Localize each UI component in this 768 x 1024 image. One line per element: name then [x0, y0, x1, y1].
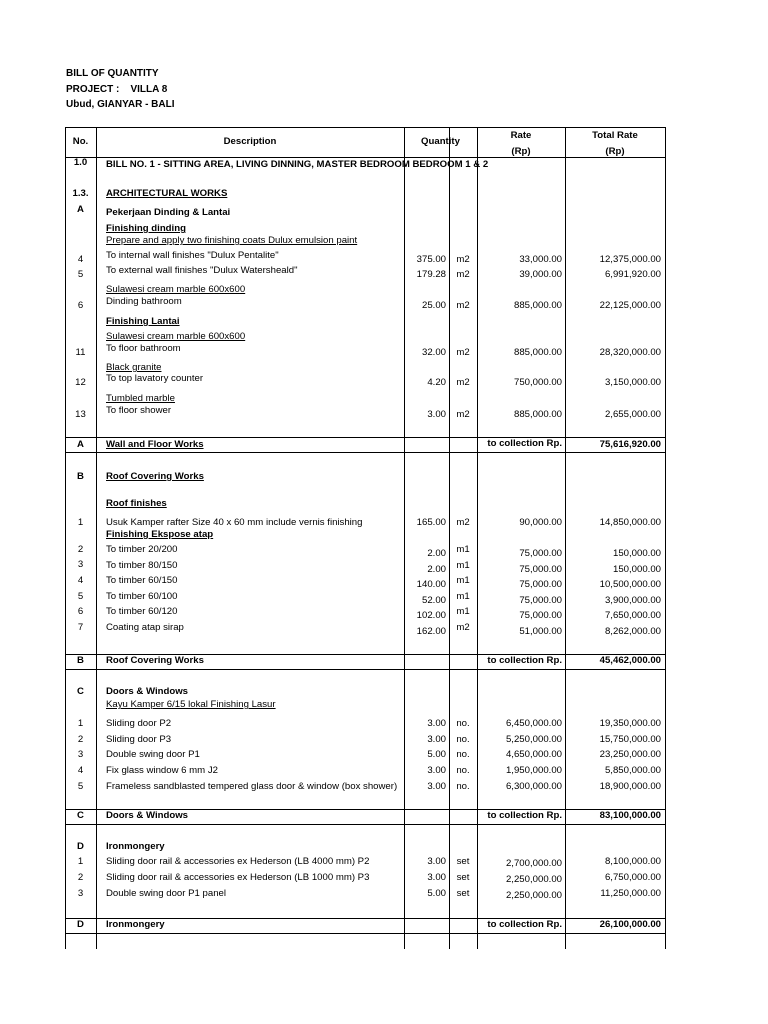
- summary-collection-label: to collection Rp.: [487, 919, 562, 930]
- summary-total: 83,100,000.00: [599, 810, 661, 821]
- item-unit: m1: [456, 544, 470, 555]
- material-label: Sulawesi cream marble 600x600: [106, 331, 246, 342]
- item-total: 150,000.00: [612, 564, 661, 575]
- item-rate: 75,000.00: [519, 595, 562, 606]
- section-code: D: [77, 841, 84, 852]
- section-heading: Roof Covering Works: [106, 471, 204, 482]
- item-unit: m2: [456, 409, 470, 420]
- item-number: 2: [77, 872, 84, 883]
- item-total: 22,125,000.00: [599, 300, 661, 311]
- section-code: A: [77, 204, 84, 215]
- summary-collection-label: to collection Rp.: [487, 655, 562, 666]
- summary-code: B: [77, 655, 84, 666]
- item-quantity: 32.00: [421, 347, 446, 358]
- row-divider: [65, 824, 666, 825]
- item-quantity: 375.00: [416, 254, 446, 265]
- col-header-rate-unit: (Rp): [511, 146, 531, 157]
- col-divider: [449, 127, 450, 949]
- material-label: Sulawesi cream marble 600x600: [106, 284, 246, 295]
- subheading: Finishing Ekspose atap: [106, 529, 214, 540]
- item-quantity: 3.00: [427, 765, 446, 776]
- item-total: 8,262,000.00: [604, 626, 661, 637]
- item-quantity: 5.00: [427, 888, 446, 899]
- item-unit: m2: [456, 517, 470, 528]
- item-unit: m1: [456, 591, 470, 602]
- item-number: 13: [75, 409, 86, 420]
- item-unit: m2: [456, 377, 470, 388]
- item-description: Usuk Kamper rafter Size 40 x 60 mm include vernis finishing: [106, 517, 363, 528]
- item-total: 23,250,000.00: [599, 749, 661, 760]
- item-quantity: 3.00: [427, 409, 446, 420]
- col-header-total-unit: (Rp): [605, 146, 625, 157]
- item-rate: 51,000.00: [519, 626, 562, 637]
- item-rate: 2,700,000.00: [505, 858, 562, 869]
- item-unit: no.: [456, 749, 470, 760]
- subheading: Finishing dinding: [106, 223, 186, 234]
- row-divider: [65, 452, 666, 453]
- item-description: To timber 20/200: [106, 544, 178, 555]
- item-quantity: 162.00: [416, 626, 446, 637]
- item-quantity: 165.00: [416, 517, 446, 528]
- item-unit: m2: [456, 300, 470, 311]
- item-unit: m1: [456, 560, 470, 571]
- item-description: Sliding door P2: [106, 718, 172, 729]
- col-header-total: Total Rate: [592, 130, 638, 141]
- col-divider: [404, 127, 405, 949]
- material-label: Black granite: [106, 362, 162, 373]
- item-total: 3,900,000.00: [604, 595, 661, 606]
- item-rate: 6,450,000.00: [505, 718, 562, 729]
- project-location: Ubud, GIANYAR - BALI: [66, 99, 175, 110]
- item-unit: m2: [456, 347, 470, 358]
- item-quantity: 179.28: [416, 269, 446, 280]
- material-label: Tumbled marble: [106, 393, 175, 404]
- item-number: 2: [77, 544, 84, 555]
- item-total: 28,320,000.00: [599, 347, 661, 358]
- item-rate: 750,000.00: [513, 377, 562, 388]
- summary-total: 26,100,000.00: [599, 919, 661, 930]
- item-quantity: 3.00: [427, 781, 446, 792]
- item-description: To timber 60/150: [106, 575, 178, 586]
- item-unit: set: [456, 888, 470, 899]
- item-rate: 1,950,000.00: [505, 765, 562, 776]
- item-total: 14,850,000.00: [599, 517, 661, 528]
- item-number: 1: [77, 718, 84, 729]
- item-number: 5: [77, 269, 84, 280]
- item-quantity: 3.00: [427, 856, 446, 867]
- bill-title: BILL NO. 1 - SITTING AREA, LIVING DINNING, MASTER BEDROOM BEDROOM 1 & 2: [106, 159, 489, 170]
- section-heading: Doors & Windows: [106, 686, 188, 697]
- item-rate: 75,000.00: [519, 610, 562, 621]
- item-description: Coating atap sirap: [106, 622, 184, 633]
- section-heading: Pekerjaan Dinding & Lantai: [106, 207, 231, 218]
- table-border-left: [65, 127, 66, 949]
- item-description: To timber 60/120: [106, 606, 178, 617]
- item-number: 4: [77, 765, 84, 776]
- item-description: Sliding door P3: [106, 734, 172, 745]
- item-description: Frameless sandblasted tempered glass door & window (box shower): [106, 781, 398, 792]
- item-unit: set: [456, 856, 470, 867]
- summary-total: 75,616,920.00: [599, 439, 661, 450]
- item-quantity: 5.00: [427, 749, 446, 760]
- item-quantity: 140.00: [416, 579, 446, 590]
- item-quantity: 2.00: [427, 564, 446, 575]
- note: Kayu Kamper 6/15 lokal Finishing Lasur: [106, 699, 276, 710]
- item-number: 3: [77, 888, 84, 899]
- section-title: ARCHITECTURAL WORKS: [106, 188, 228, 199]
- bill-number: 1.0: [73, 157, 88, 168]
- item-description: Double swing door P1 panel: [106, 888, 227, 899]
- item-quantity: 3.00: [427, 872, 446, 883]
- table-border-right: [665, 127, 666, 949]
- col-header-quantity: Quantity: [421, 136, 460, 147]
- col-header-description: Description: [223, 136, 277, 147]
- item-number: 1: [77, 856, 84, 867]
- item-quantity: 2.00: [427, 548, 446, 559]
- item-unit: no.: [456, 765, 470, 776]
- item-number: 5: [77, 591, 84, 602]
- item-unit: no.: [456, 781, 470, 792]
- item-unit: no.: [456, 718, 470, 729]
- item-rate: 5,250,000.00: [505, 734, 562, 745]
- item-number: 3: [77, 749, 84, 760]
- item-number: 1: [77, 517, 84, 528]
- item-description: To internal wall finishes "Dulux Pentalite": [106, 250, 279, 261]
- item-rate: 75,000.00: [519, 564, 562, 575]
- summary-collection-label: to collection Rp.: [487, 438, 562, 449]
- item-unit: m2: [456, 622, 470, 633]
- item-rate: 75,000.00: [519, 548, 562, 559]
- item-number: 3: [77, 559, 84, 570]
- item-number: 2: [77, 734, 84, 745]
- item-rate: 2,250,000.00: [505, 874, 562, 885]
- section-code: B: [77, 471, 84, 482]
- row-divider: [65, 669, 666, 670]
- item-unit: no.: [456, 734, 470, 745]
- row-divider: [65, 933, 666, 934]
- item-total: 150,000.00: [612, 548, 661, 559]
- project-name: PROJECT : VILLA 8: [66, 84, 168, 95]
- boq-table: [65, 127, 666, 949]
- item-description: To top lavatory counter: [106, 373, 204, 384]
- item-total: 11,250,000.00: [600, 888, 661, 899]
- item-quantity: 102.00: [416, 610, 446, 621]
- item-quantity: 4.20: [427, 377, 446, 388]
- item-total: 7,650,000.00: [604, 610, 661, 621]
- item-total: 6,750,000.00: [604, 872, 661, 883]
- summary-code: A: [77, 439, 84, 450]
- item-rate: 4,650,000.00: [505, 749, 562, 760]
- row-divider: [65, 437, 666, 438]
- item-number: 4: [77, 254, 84, 265]
- item-rate: 885,000.00: [513, 300, 562, 311]
- item-number: 11: [75, 347, 86, 358]
- summary-title: Wall and Floor Works: [106, 439, 204, 450]
- subheading: Finishing Lantai: [106, 316, 180, 327]
- item-rate: 6,300,000.00: [505, 781, 562, 792]
- col-header-no: No.: [72, 136, 89, 147]
- item-unit: set: [456, 872, 470, 883]
- item-quantity: 25.00: [421, 300, 446, 311]
- item-total: 10,500,000.00: [599, 579, 661, 590]
- item-description: To floor bathroom: [106, 343, 181, 354]
- item-description: Sliding door rail & accessories ex Hederson (LB 4000 mm) P2: [106, 856, 370, 867]
- item-description: Double swing door P1: [106, 749, 200, 760]
- summary-code: D: [77, 919, 84, 930]
- section-code: C: [77, 686, 84, 697]
- item-description: Sliding door rail & accessories ex Hederson (LB 1000 mm) P3: [106, 872, 370, 883]
- item-rate: 75,000.00: [519, 579, 562, 590]
- item-number: 6: [77, 300, 84, 311]
- item-unit: m1: [456, 606, 470, 617]
- section-number: 1.3.: [72, 188, 89, 199]
- item-description: Fix glass window 6 mm J2: [106, 765, 218, 776]
- item-description: Dinding bathroom: [106, 296, 182, 307]
- subheading: Roof finishes: [106, 498, 167, 509]
- document-title: BILL OF QUANTITY: [66, 68, 159, 79]
- item-total: 5,850,000.00: [604, 765, 661, 776]
- table-border-top: [65, 127, 666, 128]
- note: Prepare and apply two finishing coats Dulux emulsion paint: [106, 235, 358, 246]
- item-description: To timber 60/100: [106, 591, 178, 602]
- item-total: 12,375,000.00: [599, 254, 661, 265]
- item-total: 2,655,000.00: [604, 409, 661, 420]
- item-description: To timber 80/150: [106, 560, 178, 571]
- summary-collection-label: to collection Rp.: [487, 810, 562, 821]
- summary-title: Doors & Windows: [106, 810, 188, 821]
- section-heading: Ironmongery: [106, 841, 165, 852]
- summary-title: Ironmongery: [106, 919, 165, 930]
- summary-total: 45,462,000.00: [599, 655, 661, 666]
- item-total: 15,750,000.00: [599, 734, 661, 745]
- item-number: 12: [75, 377, 86, 388]
- item-rate: 39,000.00: [519, 269, 562, 280]
- item-description: To external wall finishes "Dulux Watersheald": [106, 265, 298, 276]
- summary-title: Roof Covering Works: [106, 655, 204, 666]
- item-total: 6,991,920.00: [604, 269, 661, 280]
- item-rate: 885,000.00: [513, 347, 562, 358]
- item-unit: m2: [456, 269, 470, 280]
- col-divider: [96, 127, 97, 949]
- item-unit: m1: [456, 575, 470, 586]
- item-total: 8,100,000.00: [604, 856, 661, 867]
- item-description: To floor shower: [106, 405, 172, 416]
- item-rate: 2,250,000.00: [505, 890, 562, 901]
- item-quantity: 52.00: [421, 595, 446, 606]
- col-divider: [565, 127, 566, 949]
- item-rate: 33,000.00: [519, 254, 562, 265]
- col-header-rate: Rate: [510, 130, 532, 141]
- item-total: 18,900,000.00: [599, 781, 661, 792]
- col-divider: [477, 127, 478, 949]
- item-number: 7: [77, 622, 84, 633]
- item-number: 4: [77, 575, 84, 586]
- item-rate: 885,000.00: [513, 409, 562, 420]
- item-number: 5: [77, 781, 84, 792]
- item-total: 19,350,000.00: [599, 718, 661, 729]
- item-rate: 90,000.00: [519, 517, 562, 528]
- item-number: 6: [77, 606, 84, 617]
- item-total: 3,150,000.00: [604, 377, 661, 388]
- item-quantity: 3.00: [427, 718, 446, 729]
- item-unit: m2: [456, 254, 470, 265]
- item-quantity: 3.00: [427, 734, 446, 745]
- summary-code: C: [77, 810, 84, 821]
